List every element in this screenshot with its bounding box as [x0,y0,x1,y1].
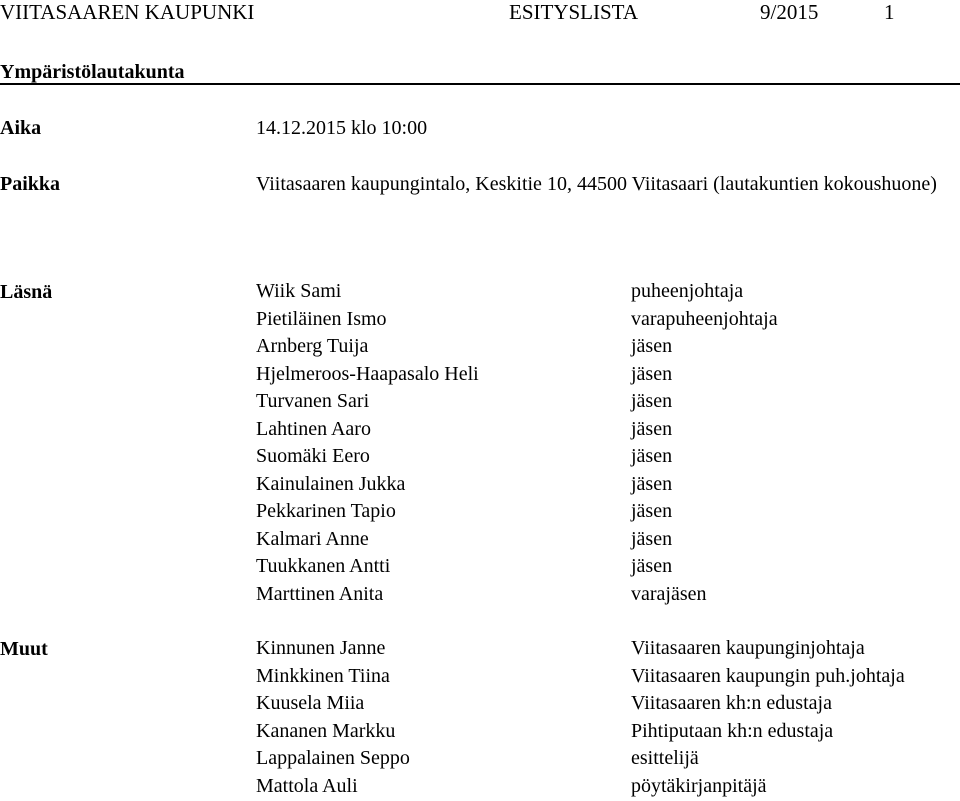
member-row [256,581,960,609]
attendee-row [256,690,960,718]
place-label: Paikka [0,173,61,195]
member-role: jäsen [631,445,673,467]
time-value: 14.12.2015 klo 10:00 [256,117,428,139]
document-type: ESITYSLISTA [509,0,638,24]
member-role: jäsen [631,390,673,412]
others-label: Muut [0,638,48,660]
member-role: varapuheenjohtaja [631,307,778,330]
attendee-row [256,663,960,691]
member-role: jäsen [631,555,673,577]
member-role: puheenjohtaja [631,280,744,302]
header-divider [0,83,960,85]
attendee-role: esittelijä [631,747,699,769]
attendee-role: Viitasaaren kh:n edustaja [631,692,832,714]
page-number: 1 [884,0,895,24]
member-name: Pekkarinen Tapio [256,500,396,522]
member-role: jäsen [631,417,673,440]
attendee-name: Kuusela Miia [256,692,365,714]
attendee-name: Lappalainen Seppo [256,747,410,769]
attendee-name: Mattola Auli [256,774,358,797]
present-members-list [256,278,960,608]
member-row [256,306,960,334]
attendee-name: Kinnunen Janne [256,637,386,659]
others-list [256,635,960,800]
member-role: jäsen [631,527,673,550]
member-row [256,361,960,389]
attendee-row [256,635,960,663]
member-row [256,443,960,471]
member-name: Lahtinen Aaro [256,417,371,440]
committee-name: Ympäristölautakunta [0,61,185,83]
organization-name: VIITASAAREN KAUPUNKI [0,0,255,24]
member-row [256,526,960,554]
member-name: Kalmari Anne [256,527,369,550]
member-name: Arnberg Tuija [256,335,369,357]
member-role: jäsen [631,362,673,385]
member-row [256,388,960,416]
member-role: jäsen [631,335,673,357]
member-name: Turvanen Sari [256,390,370,412]
attendee-role: Viitasaaren kaupungin puh.johtaja [631,664,905,687]
member-name: Pietiläinen Ismo [256,307,387,330]
member-role: varajäsen [631,582,707,605]
time-label: Aika [0,117,42,139]
present-label: Läsnä [0,281,53,303]
member-row [256,498,960,526]
attendee-row [256,773,960,801]
attendee-name: Kananen Markku [256,719,396,742]
attendee-role: pöytäkirjanpitäjä [631,774,767,797]
member-role: jäsen [631,472,673,495]
member-row [256,553,960,581]
member-row [256,278,960,306]
member-role: jäsen [631,500,673,522]
attendee-name: Minkkinen Tiina [256,664,390,687]
member-row [256,416,960,444]
attendee-role: Viitasaaren kaupunginjohtaja [631,637,865,659]
place-value: Viitasaaren kaupungintalo, Keskitie 10, 44500 Viitasaari (lautakuntien kokoushuone) [256,173,937,195]
meeting-number: 9/2015 [760,0,819,24]
member-name: Kainulainen Jukka [256,472,406,495]
member-name: Wiik Sami [256,280,342,302]
member-row [256,471,960,499]
attendee-role: Pihtiputaan kh:n edustaja [631,719,834,742]
member-name: Tuukkanen Antti [256,555,391,577]
attendee-row [256,718,960,746]
member-name: Suomäki Eero [256,445,370,467]
member-row [256,333,960,361]
member-name: Marttinen Anita [256,582,384,605]
attendee-row [256,745,960,773]
member-name: Hjelmeroos-Haapasalo Heli [256,362,479,385]
